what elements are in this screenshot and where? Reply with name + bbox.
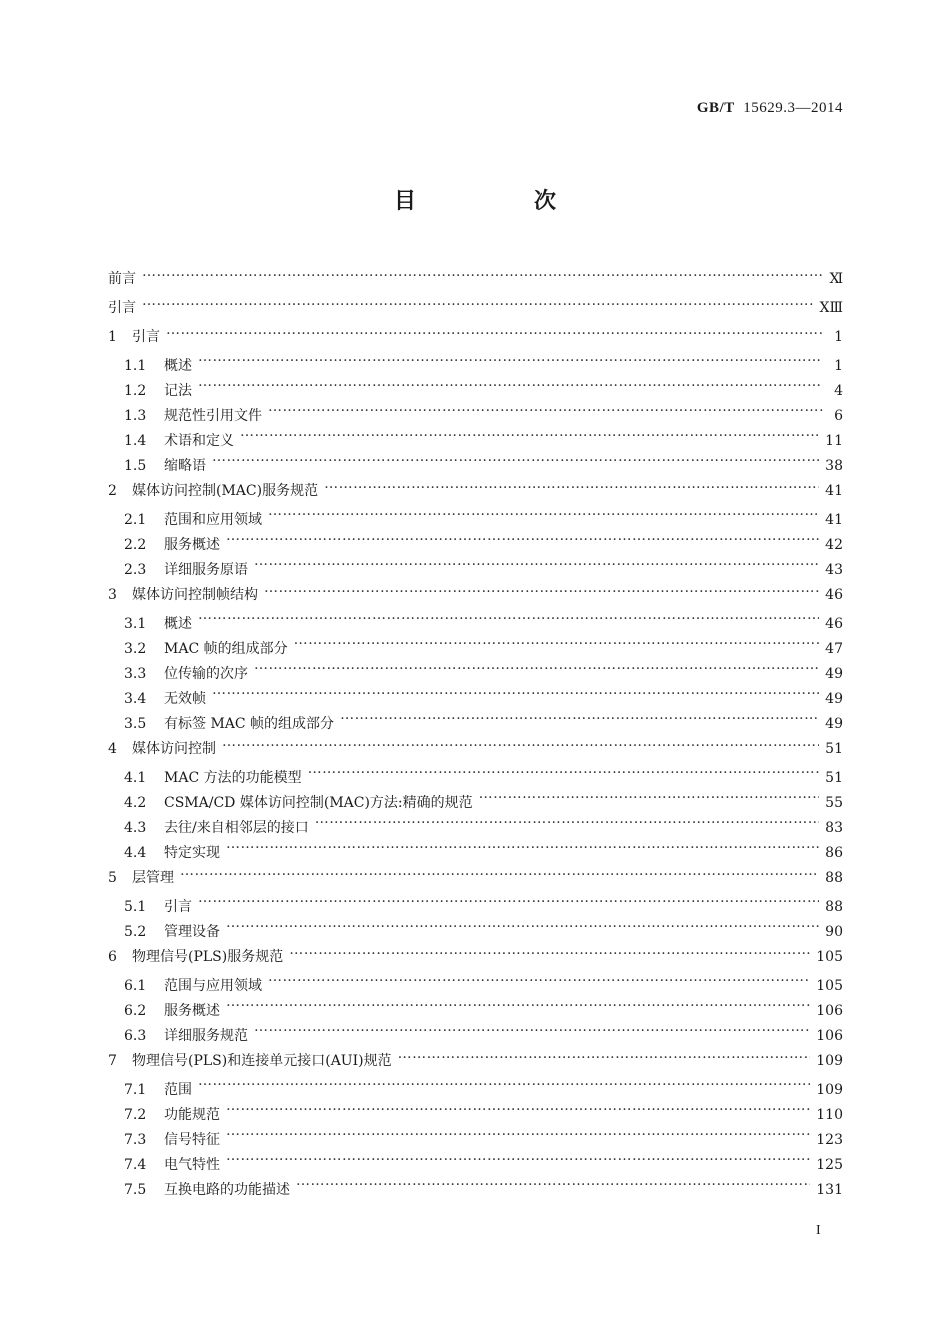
toc-leader-dots: [212, 445, 819, 470]
toc-leader-dots: [226, 990, 810, 1015]
toc-entry-label: 媒体访问控制: [132, 741, 216, 757]
toc-entry-page: 4: [834, 383, 843, 399]
toc-entry[interactable]: [108, 757, 843, 786]
toc-entry-label: 范围: [164, 1082, 192, 1098]
toc-entry-label: 媒体访问控制帧结构: [132, 587, 258, 603]
toc-leader-dots: [166, 316, 823, 341]
toc-leader-dots: [226, 524, 819, 549]
standard-number: 15629.3—2014: [743, 100, 843, 116]
toc-entry-label: 无效帧: [164, 691, 206, 707]
toc-entry[interactable]: [108, 258, 843, 287]
toc-entry-page: 47: [825, 641, 843, 657]
toc-leader-dots: [308, 757, 820, 782]
toc-leader-dots: [268, 395, 823, 420]
toc-entry-label: 物理信号(PLS)和连接单元接口(AUI)规范: [132, 1053, 392, 1069]
toc-entry-label: 范围和应用领域: [164, 512, 262, 528]
toc-entry-number: 2.3: [124, 562, 147, 578]
toc-entry-page: 55: [825, 795, 843, 811]
toc-entry-label: 媒体访问控制(MAC)服务规范: [132, 483, 319, 499]
toc-leader-dots: [340, 703, 819, 728]
toc-entry-page: 88: [825, 899, 843, 915]
toc-entry-number: 5: [108, 870, 117, 886]
toc-entry-label: 物理信号(PLS)服务规范: [132, 949, 284, 965]
toc-entry-number: 4: [108, 741, 117, 757]
toc-leader-dots: [289, 936, 810, 961]
toc-entry-page: 83: [825, 820, 843, 836]
toc-entry-page: 6: [834, 408, 843, 424]
toc-leader-dots: [226, 1119, 810, 1144]
toc-entry-label: 有标签 MAC 帧的组成部分: [164, 716, 335, 732]
toc-entry-label: 服务概述: [164, 1003, 220, 1019]
toc-entry[interactable]: [108, 395, 843, 424]
toc-entry-number: 2.1: [124, 512, 147, 528]
toc-entry-label: 引言: [108, 300, 136, 316]
toc-entry-page: 106: [816, 1003, 843, 1019]
toc-entry-page: 49: [825, 666, 843, 682]
standard-code: [697, 100, 843, 117]
toc-entry[interactable]: [108, 857, 843, 886]
toc-entry-page: 38: [825, 458, 843, 474]
toc-entry-number: 2: [108, 483, 117, 499]
toc-leader-dots: [142, 287, 814, 312]
toc-entry-number: 7.5: [124, 1182, 147, 1198]
toc-entry-number: 1.2: [124, 383, 147, 399]
toc-leader-dots: [294, 628, 820, 653]
toc-entry[interactable]: [108, 703, 843, 732]
toc-entry-page: 1: [834, 329, 843, 345]
toc-leader-dots: [180, 857, 819, 882]
toc-leader-dots: [198, 345, 823, 370]
toc-entry-number: 4.4: [124, 845, 147, 861]
toc-entry-page: ⅩⅢ: [819, 300, 843, 316]
toc-entry-page: 46: [825, 587, 843, 603]
toc-entry[interactable]: [108, 470, 843, 499]
toc-entry-number: 4.1: [124, 770, 147, 786]
toc-leader-dots: [226, 1094, 810, 1119]
toc-leader-dots: [296, 1169, 810, 1194]
toc-entry-number: 4.2: [124, 795, 147, 811]
toc-entry-number: 5.2: [124, 924, 147, 940]
toc-entry-page: 41: [825, 512, 843, 528]
toc-leader-dots: [226, 911, 819, 936]
toc-entry-page: 109: [816, 1082, 843, 1098]
toc-entry-page: 51: [825, 741, 843, 757]
toc-entry[interactable]: [108, 603, 843, 632]
toc-entry-label: 互换电路的功能描述: [164, 1182, 290, 1198]
toc-entry-label: 概述: [164, 358, 192, 374]
toc-leader-dots: [212, 678, 819, 703]
toc-entry-label: 功能规范: [164, 1107, 220, 1123]
toc-leader-dots: [142, 258, 823, 283]
page-title: 目 次: [393, 189, 604, 214]
toc-entry-label: 引言: [164, 899, 192, 915]
toc-entry-number: 5.1: [124, 899, 147, 915]
toc-entry-page: 106: [816, 1028, 843, 1044]
toc-entry-page: 88: [825, 870, 843, 886]
toc-entry-page: 109: [816, 1053, 843, 1069]
toc-entry-label: 详细服务规范: [164, 1028, 248, 1044]
toc-entry-label: 缩略语: [164, 458, 206, 474]
toc-entry[interactable]: [108, 886, 843, 915]
toc-entry-page: 86: [825, 845, 843, 861]
toc-entry[interactable]: [108, 1094, 843, 1123]
toc-entry-label: 术语和定义: [164, 433, 234, 449]
toc-entry-number: 4.3: [124, 820, 147, 836]
toc-entry-label: 特定实现: [164, 845, 220, 861]
toc-entry[interactable]: [108, 316, 843, 345]
toc-entry-label: 信号特征: [164, 1132, 220, 1148]
toc-entry[interactable]: [108, 628, 843, 657]
toc-entry-number: 1.3: [124, 408, 147, 424]
toc-leader-dots: [198, 886, 819, 911]
toc-entry-label: 位传输的次序: [164, 666, 248, 682]
toc-entry[interactable]: [108, 287, 843, 316]
toc-leader-dots: [222, 728, 819, 753]
toc-entry-number: 7: [108, 1053, 117, 1069]
toc-entry-page: 90: [825, 924, 843, 940]
toc-entry-label: 范围与应用领域: [164, 978, 262, 994]
toc-entry[interactable]: [108, 911, 843, 940]
toc-leader-dots: [226, 832, 819, 857]
toc-leader-dots: [398, 1040, 811, 1065]
toc-leader-dots: [198, 370, 823, 395]
toc-entry-page: 51: [825, 770, 843, 786]
toc-entry-number: 7.3: [124, 1132, 147, 1148]
toc-entry-number: 3.4: [124, 691, 147, 707]
toc-entry-page: 42: [825, 537, 843, 553]
toc-entry-label: CSMA/CD 媒体访问控制(MAC)方法:精确的规范: [164, 795, 473, 811]
toc-entry-label: 去往/来自相邻层的接口: [164, 820, 309, 836]
toc-leader-dots: [226, 1144, 810, 1169]
toc-entry-number: 7.4: [124, 1157, 147, 1173]
toc-entry-page: 41: [825, 483, 843, 499]
toc-entry-label: 记法: [164, 383, 192, 399]
toc-entry-number: 7.1: [124, 1082, 147, 1098]
toc-entry-page: 1: [834, 358, 843, 374]
toc-entry-label: 服务概述: [164, 537, 220, 553]
toc-leader-dots: [324, 470, 819, 495]
toc-entry-page: 131: [816, 1182, 843, 1198]
toc-entry-page: 43: [825, 562, 843, 578]
toc-entry-number: 6.3: [124, 1028, 147, 1044]
toc-entry-page: 110: [816, 1107, 843, 1123]
toc-entry-page: 11: [825, 433, 843, 449]
toc-entry-number: 1: [108, 329, 117, 345]
toc-leader-dots: [254, 549, 819, 574]
toc-entry-number: 7.2: [124, 1107, 147, 1123]
toc-entry-label: 规范性引用文件: [164, 408, 262, 424]
toc-entry-label: 引言: [132, 329, 160, 345]
table-of-contents: [108, 258, 843, 1198]
toc-entry-page: Ⅺ: [829, 271, 843, 287]
toc-entry[interactable]: [108, 678, 843, 707]
toc-entry-page: 123: [816, 1132, 843, 1148]
toc-entry[interactable]: [108, 1069, 843, 1098]
toc-entry-label: 电气特性: [164, 1157, 220, 1173]
toc-leader-dots: [254, 1015, 810, 1040]
toc-entry-number: 1.4: [124, 433, 147, 449]
toc-entry-number: 3.1: [124, 616, 147, 632]
toc-entry-label: 管理设备: [164, 924, 220, 940]
toc-entry-label: 详细服务原语: [164, 562, 248, 578]
toc-entry-number: 3.2: [124, 641, 147, 657]
toc-entry-page: 125: [816, 1157, 843, 1173]
toc-entry-number: 2.2: [124, 537, 147, 553]
toc-leader-dots: [268, 965, 810, 990]
page-number: I: [816, 1223, 821, 1238]
toc-leader-dots: [254, 653, 819, 678]
toc-entry-page: 105: [816, 949, 843, 965]
toc-entry-number: 6: [108, 949, 117, 965]
toc-leader-dots: [479, 782, 820, 807]
toc-entry[interactable]: [108, 345, 843, 374]
toc-leader-dots: [264, 574, 819, 599]
toc-entry-number: 3.5: [124, 716, 147, 732]
toc-entry-page: 49: [825, 716, 843, 732]
toc-leader-dots: [198, 1069, 810, 1094]
toc-leader-dots: [198, 603, 819, 628]
toc-entry-number: 1.5: [124, 458, 147, 474]
toc-entry-label: MAC 方法的功能模型: [164, 770, 302, 786]
toc-leader-dots: [315, 807, 819, 832]
standard-prefix: GB/T: [696, 100, 735, 116]
toc-leader-dots: [240, 420, 819, 445]
toc-entry-label: 前言: [108, 271, 136, 287]
toc-entry[interactable]: [108, 445, 843, 474]
toc-entry[interactable]: [108, 370, 843, 399]
toc-entry-page: 49: [825, 691, 843, 707]
toc-entry-number: 6.1: [124, 978, 147, 994]
toc-entry-number: 3.3: [124, 666, 147, 682]
toc-entry-label: 层管理: [132, 870, 174, 886]
toc-leader-dots: [268, 499, 819, 524]
toc-entry-number: 1.1: [124, 358, 147, 374]
toc-entry-label: MAC 帧的组成部分: [164, 641, 288, 657]
toc-entry-number: 3: [108, 587, 117, 603]
toc-entry-label: 概述: [164, 616, 192, 632]
toc-entry-number: 6.2: [124, 1003, 147, 1019]
toc-entry-page: 105: [816, 978, 843, 994]
toc-entry-page: 46: [825, 616, 843, 632]
